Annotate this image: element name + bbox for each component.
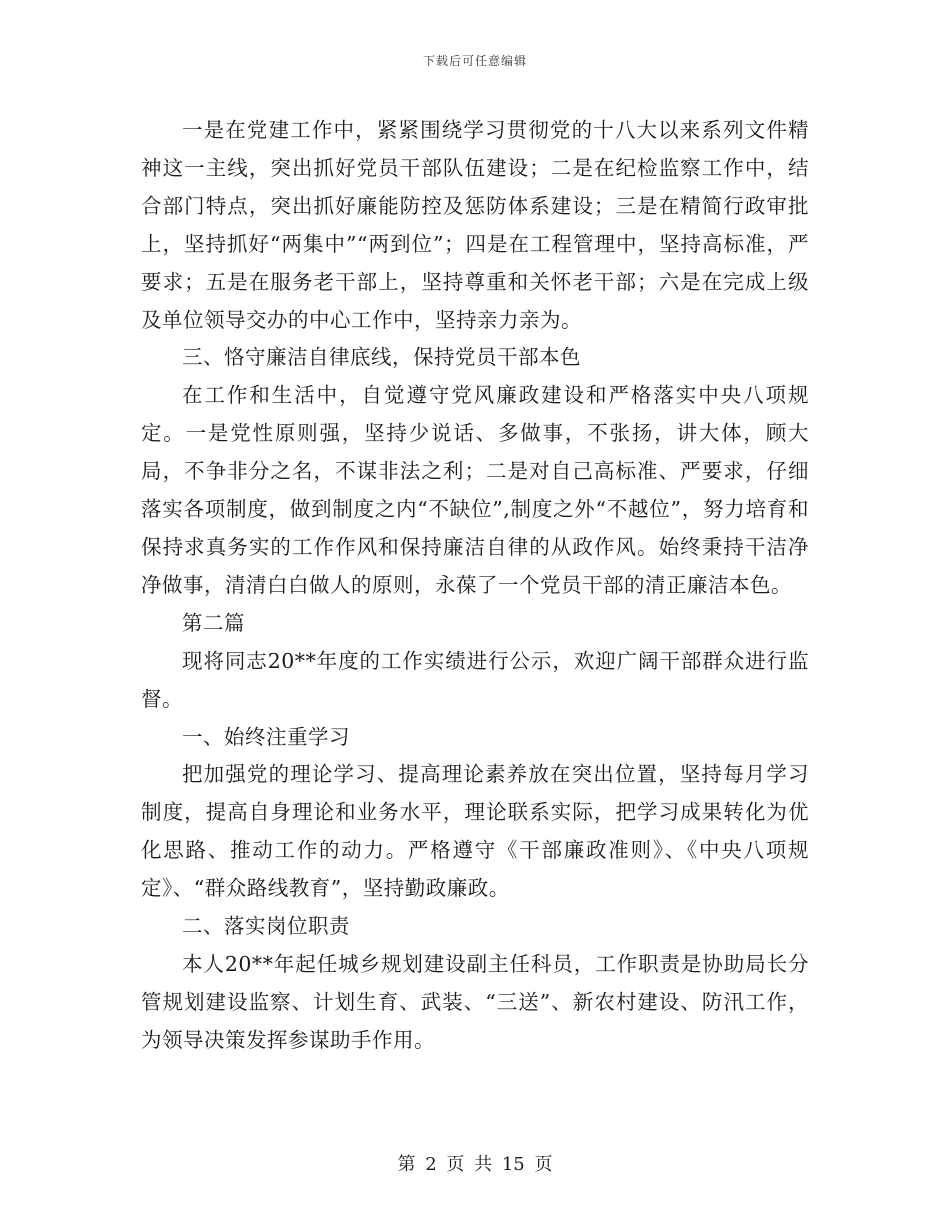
paragraph-party-work: 一是在党建工作中，紧紧围绕学习贯彻党的十八大以来系列文件精神这一主线，突出抓好党员干部队伍建设；二是在纪检监察工作中，结合部门特点，突出抓好廉能防控及惩防体系建设；三是在精简行政审批上，坚持抓好“两集中”“两到位”；四是在工程管理中，坚持高标准，严要求；五是在服务老干部上，坚持尊重和关怀老干部；六是在完成上级及单位领导交办的中心工作中，坚持亲力亲为。 [141, 118, 809, 332]
section-heading-duties: 二、落实岗位职责 [182, 914, 350, 939]
page-number-footer: 第 2 页 共 15 页 [397, 1154, 553, 1175]
paragraph-public-notice: 现将同志20**年度的工作实绩进行公示，欢迎广阔干部群众进行监督。 [141, 648, 809, 711]
page-header-note: 下载后可任意编辑 [422, 54, 527, 68]
paragraph-study: 把加强党的理论学习、提高理论素养放在突出位置，坚持每月学习制度，提高自身理论和业务水平，理论联系实际，把学习成果转化为优化思路、推动工作的动力。严格遵守《干部廉政准则》、《中央八项规定》、“群众路线教育”，坚持勤政廉政。 [141, 762, 809, 901]
chapter-heading-second: 第二篇 [182, 610, 245, 635]
document-body [141, 112, 809, 1060]
paragraph-integrity: 在工作和生活中，自觉遵守党风廉政建设和严格落实中央八项规定。一是党性原则强，坚持少说话、多做事，不张扬，讲大体，顾大局，不争非分之名，不谋非法之利；二是对自己高标准、严要求，仔细落实各项制度，做到制度之内“不缺位”,制度之外“不越位”，努力培育和保持求真务实的工作作风和保持廉洁自律的从政作风。始终秉持干洁净净做事，清清白白做人的原则，永葆了一个党员干部的清正廉洁本色。 [141, 383, 809, 597]
section-heading-integrity: 三、恪守廉洁自律底线，保持党员干部本色 [182, 345, 581, 370]
paragraph-duties: 本人20**年起任城乡规划建设副主任科员，工作职责是协助局长分管规划建设监察、计划生育、武装、“三送”、新农村建设、防汛工作，为领导决策发挥参谋助手作用。 [141, 951, 809, 1052]
section-heading-study: 一、始终注重学习 [182, 724, 350, 749]
